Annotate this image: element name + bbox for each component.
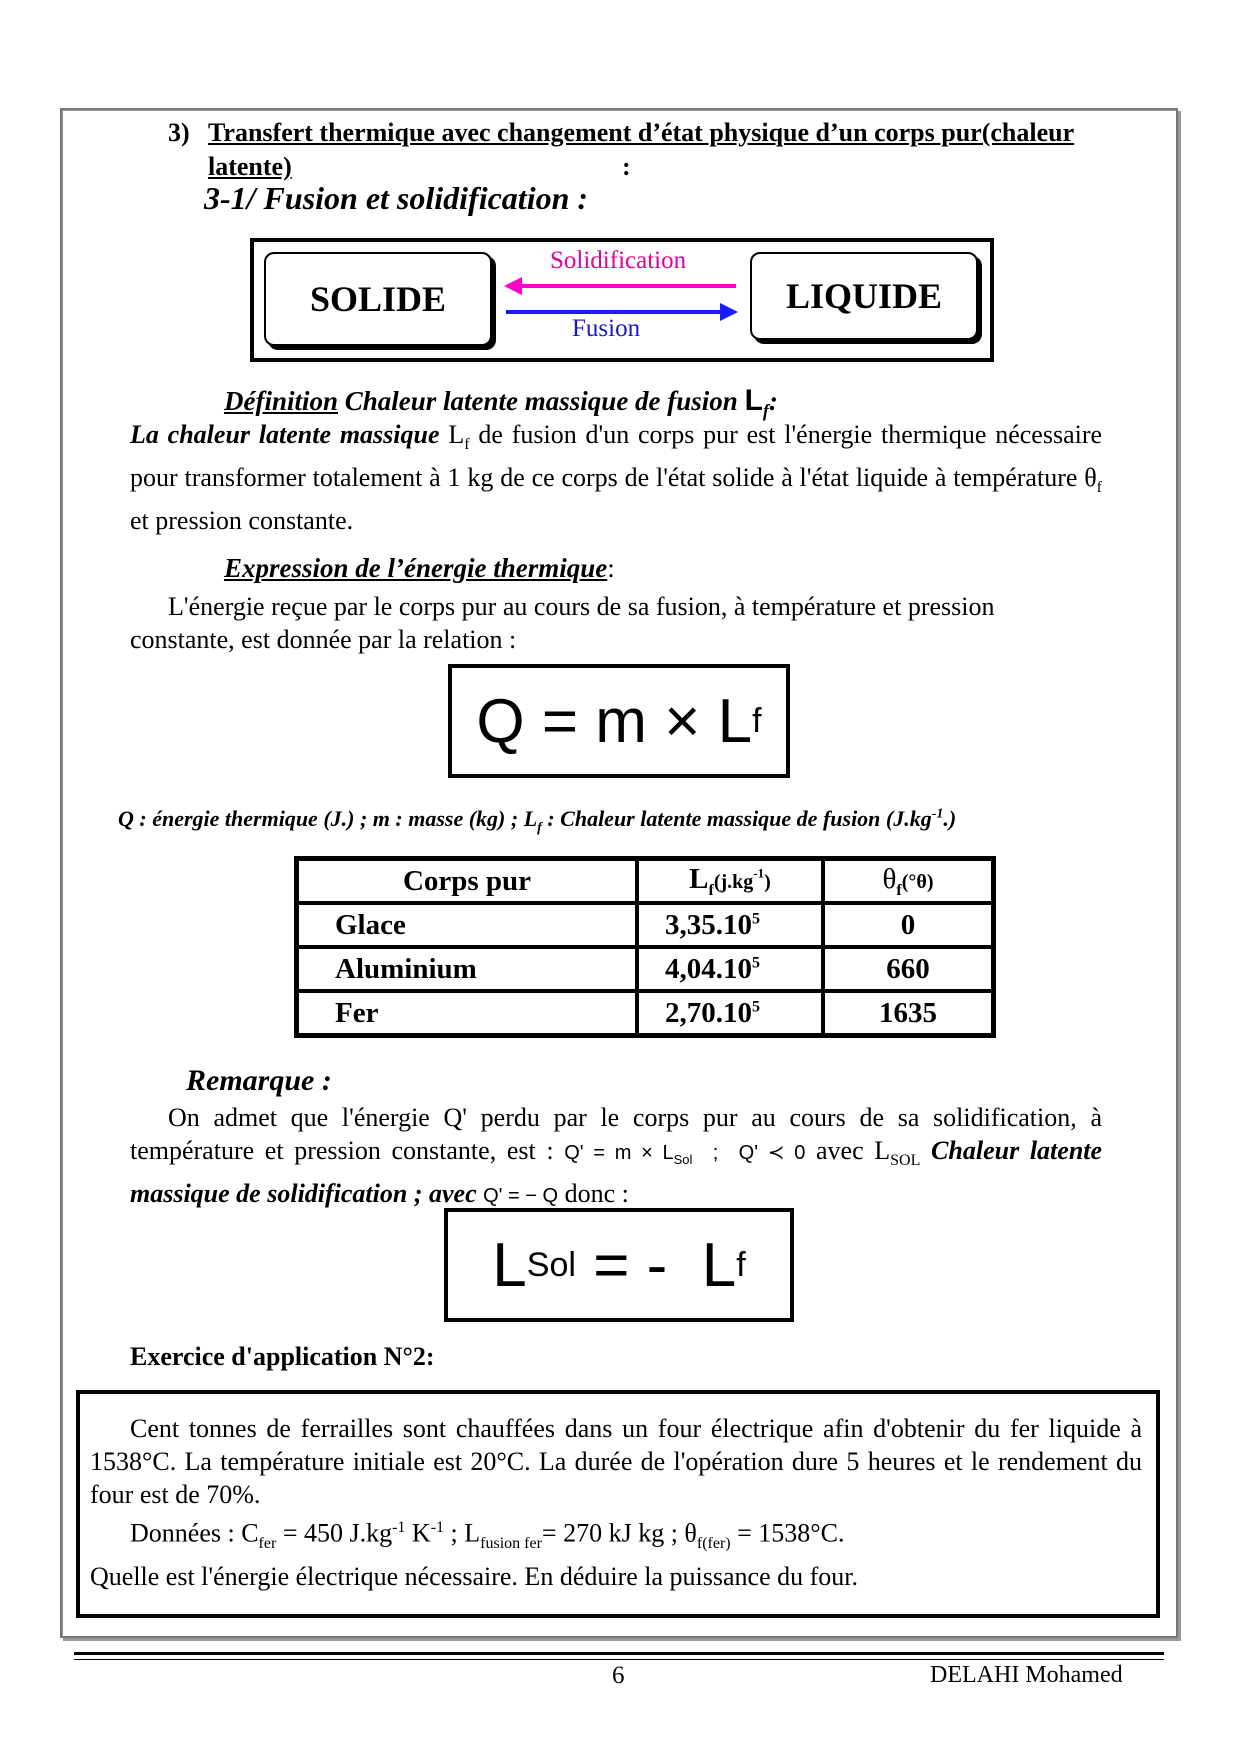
section-title-suffix: :	[622, 152, 631, 181]
remark-eq2: Q' ≺ 0	[738, 1142, 806, 1164]
latent-heat-table	[294, 856, 996, 1038]
state-diagram	[250, 238, 994, 362]
header-lf-sup: -1	[753, 864, 765, 880]
footer-rule-thin	[74, 1659, 1164, 1660]
remark-eq1-main: Q' = m × L	[564, 1142, 674, 1164]
fusion-formula-main: Q = m × L	[476, 686, 753, 756]
exercise-text: Cent tonnes de ferrailles sont chauffées dans un four électrique afin d'obtenir du fer liquide à 1538°C. La température initiale est 20°C. La durée de l'opération dure 5 heures et le rendement du four est de 70%.	[90, 1414, 1142, 1509]
sol-formula-b-sub: f	[736, 1245, 746, 1284]
row-lf-base: 2,70.10	[665, 996, 752, 1029]
table-header-theta	[823, 859, 993, 903]
fusion-formula	[448, 664, 790, 778]
row-theta: 660	[823, 947, 993, 991]
header-lf-main: L	[689, 862, 709, 895]
remark-text2-sub: SOL	[890, 1152, 921, 1170]
table-row	[297, 903, 993, 947]
row-theta: 0	[823, 903, 993, 947]
definition-body-bold: La chaleur latente massique	[130, 420, 440, 449]
row-name: Aluminium	[297, 947, 637, 991]
definition-heading-text: Chaleur latente massique de fusion	[344, 386, 738, 416]
legend-part2: : Chaleur latente massique de fusion (J.kg	[541, 806, 932, 831]
definition-label: Définition	[224, 386, 339, 416]
solid-state-box: SOLIDE	[264, 252, 492, 346]
expression-heading	[224, 553, 615, 584]
subsection-title: 3-1/ Fusion et solidification :	[204, 180, 589, 216]
sol-formula-a-sub: Sol	[526, 1245, 577, 1284]
row-lf-exp: 5	[752, 909, 760, 927]
fusion-formula-sub: f	[752, 701, 762, 740]
definition-theta-sub: f	[1096, 479, 1102, 497]
sol-formula-a: L	[492, 1230, 527, 1300]
row-lf-base: 4,04.10	[665, 952, 752, 985]
data-sub3: f(fer)	[696, 1534, 731, 1552]
table-header-lf	[637, 859, 823, 903]
legend-part3: .)	[943, 806, 957, 831]
legend-part1: Q : énergie thermique (J.) ; m : masse (kg) ; L	[118, 806, 538, 831]
definition-symbol-sub: f	[762, 400, 769, 421]
definition-body-symbol: L	[448, 420, 465, 449]
definition-body	[130, 418, 1102, 537]
header-lf-sub: f	[708, 881, 714, 899]
expression-body-text: L'énergie reçue par le corps pur au cours de sa fusion, à température et pression constante, est donnée par la relation :	[130, 592, 995, 654]
row-lf-exp: 5	[752, 953, 760, 971]
remark-text4: donc :	[564, 1179, 629, 1209]
fusion-label: Fusion	[572, 315, 641, 342]
row-theta: 1635	[823, 991, 993, 1035]
footer-rule	[74, 1652, 1164, 1655]
header-theta-rest: (°θ)	[901, 870, 934, 893]
data-t5: = 1538°C.	[730, 1518, 845, 1548]
exercise-question: Quelle est l'énergie électrique nécessaire. En déduire la puissance du four.	[90, 1561, 859, 1591]
remark-body: On admet que l'énergie Q' perdu par le corps pur au cours de sa solidification, à température et pression constante, est : $Q' = m \times L_{Sol}$ ; Q' ≺ 0 avec $L_{SOL}$ Chaleur latente massique de solidification ; avec Q' = − Q donc :	[130, 1103, 1103, 1209]
remark-eq1-sub: Sol	[673, 1152, 693, 1167]
table-header-row	[297, 859, 993, 903]
data-t4: = 270 kJ kg ; θ	[541, 1518, 697, 1548]
row-name: Glace	[297, 903, 637, 947]
header-lf-end: )	[764, 870, 771, 893]
data-sub1: fer	[258, 1534, 277, 1552]
row-name: Fer	[297, 991, 637, 1035]
data-t1: = 450 J.kg	[276, 1518, 393, 1548]
table-row	[297, 947, 993, 991]
state-arrows	[504, 272, 738, 326]
remark-eq1	[564, 1142, 693, 1167]
expression-body	[130, 590, 1102, 656]
page-number: 6	[612, 1662, 625, 1689]
legend-sub: f	[537, 820, 542, 836]
expression-heading-text: Expression de l’énergie thermique	[224, 553, 608, 583]
row-lf	[637, 903, 823, 947]
liquid-state-box: LIQUIDE	[750, 252, 978, 340]
formula-legend	[118, 806, 956, 836]
expression-heading-end: :	[607, 553, 615, 583]
table-header-corps: Corps pur	[297, 859, 637, 903]
definition-body-symbol-sub: f	[464, 436, 470, 454]
legend-sup: -1	[931, 806, 944, 822]
remark-text1: On admet que l'énergie Q' perdu par le corps pur au cours de sa solidification, à température et pression constante, est :	[130, 1103, 1102, 1165]
row-lf	[637, 947, 823, 991]
solidification-arrow-icon	[504, 277, 736, 295]
header-theta-main: θ	[882, 862, 897, 895]
remark-text3: Chaleur latente massique de solidification ; avec	[130, 1136, 1103, 1209]
data-sup2: -1	[430, 1519, 445, 1536]
data-t2: K	[405, 1518, 431, 1548]
solidification-label: Solidification	[550, 247, 687, 274]
data-t3: ; L	[444, 1518, 481, 1548]
definition-heading-end: :	[768, 386, 778, 416]
author-name: DELAHI Mohamed	[930, 1662, 1123, 1688]
remark-eq3: Q' = − Q	[483, 1185, 559, 1208]
remark-text2: avec L	[816, 1136, 891, 1165]
row-lf-exp: 5	[752, 997, 760, 1015]
definition-body-text-end: et pression constante.	[130, 506, 354, 536]
data-label: Données : C	[130, 1518, 259, 1548]
table-row	[297, 991, 993, 1035]
definition-heading	[224, 384, 778, 421]
exercise-heading: Exercice d'application N°2:	[130, 1342, 435, 1371]
data-sub2: fusion fer	[480, 1534, 542, 1552]
row-lf	[637, 991, 823, 1035]
exercise-body	[90, 1412, 1142, 1593]
remark-heading: Remarque :	[186, 1064, 332, 1097]
fusion-arrow-icon	[506, 303, 738, 321]
section-number: 3)	[168, 118, 190, 147]
definition-body-text: de fusion d'un corps pur est l'énergie thermique nécessaire pour transformer totalement à 1 kg de ce corps de l'état solide à l'état liquide à température θ	[130, 420, 1103, 493]
row-lf-base: 3,35.10	[665, 908, 752, 941]
header-theta-sub: f	[896, 881, 902, 899]
sol-formula-b: = - L	[576, 1230, 737, 1300]
section-title-text: Transfert thermique avec changement d’état physique d’un corps pur(chaleur latente)	[208, 118, 1075, 181]
exercise-data	[90, 1511, 1142, 1560]
header-lf-rest: (j.kg	[713, 870, 754, 893]
solidification-formula	[444, 1208, 794, 1322]
data-sup1: -1	[392, 1519, 406, 1536]
definition-symbol: L	[744, 384, 763, 417]
